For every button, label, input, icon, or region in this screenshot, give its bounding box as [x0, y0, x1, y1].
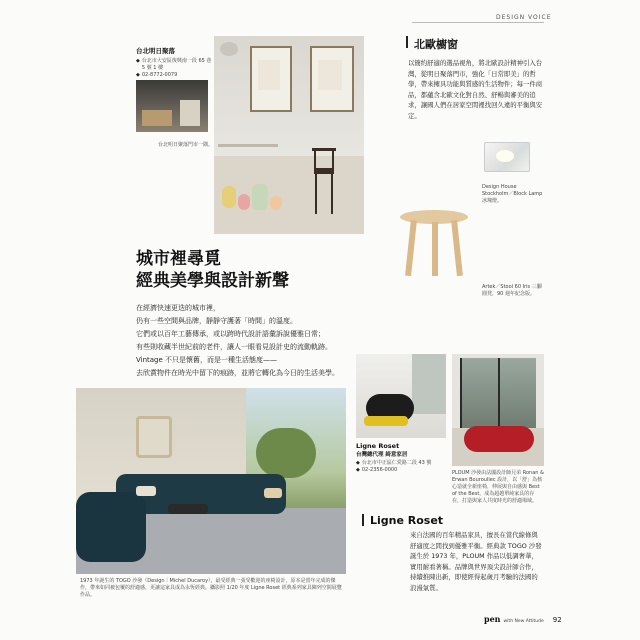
ligne-showroom-photo — [356, 354, 446, 438]
nordic-title-bar — [406, 36, 408, 48]
pin-icon: ◆ — [136, 58, 140, 64]
store-small-photo — [136, 80, 208, 132]
nordic-title: 北歐櫥窗 — [414, 38, 458, 51]
page-footer — [484, 614, 562, 624]
footer-tagline: with New Attitude — [503, 619, 544, 624]
ligne-store-name: Ligne Roset — [356, 442, 400, 450]
lamp-caption: Design House Stockholm／Block Lamp 冰塊燈。 — [482, 184, 543, 204]
store-photo-caption: 台北明日聚落門市一隅。 — [158, 142, 214, 148]
phone-icon: ◆ — [356, 467, 360, 473]
pin-icon: ◆ — [356, 460, 360, 466]
headline-line-2: 經典美學與設計新聲 — [136, 271, 289, 291]
ligne-store-info — [356, 442, 452, 474]
togo-caption: 1973 年誕生的 TOGO 沙發（Design｜Michel Ducaroy），最受經典一張受歡迎的座椅設計，原本是當年完成的傑作，帶來如同被包覆的舒適感，更讓這家具成為永恆經典。攝影照 1/20 年度 Ligne Roset 經典系列家具陳列空間展覽作品。 — [80, 578, 342, 598]
ligne-title-bar — [362, 514, 364, 526]
ligne-store-subtitle: 台灣總代理 綺意家居 — [356, 452, 408, 458]
ligne-title: Ligne Roset — [370, 514, 444, 527]
feature-line: Vintage 不只是懷舊，而是一種生活態度—— — [136, 356, 278, 364]
footer-brand: pen — [484, 614, 501, 624]
store-phone: 02-8772-0079 — [141, 72, 178, 78]
ligne-body: 來自法國的百年精品家具，擅長在當代線條與舒適度之間找到優雅平衡。經典款 TOGO 沙發誕生於 1973 年，PLOUM 作品以低調奢華，實用耐看著稱。品牌與世界頂尖設計師合作，持續推陳出新，即使經得起歲月考驗的法國的浪漫氣質。 — [410, 531, 542, 592]
ploum-sofa-photo — [452, 354, 544, 466]
ligne-store-phone: 02-2356-0000 — [361, 467, 398, 473]
nordic-body: 以簡約舒適的選品視角，將北歐設計精神引入台灣，從明日聚落門市，強化「日常即美」的哲學，帶來擁具功能與質感的生活物件；每一件商品，都蘊含北歐文化對自然、舒暢與審美的追求，讓國人們在居家空間裡找回久違的平衡與安定。 — [408, 59, 543, 120]
stool-photo — [396, 206, 476, 276]
togo-living-room-photo — [76, 388, 346, 574]
feature-line: 去欣賞物件在時光中留下的痕跡，並將它轉化為今日的生活美學。 — [136, 369, 339, 377]
page-number: 92 — [552, 616, 562, 624]
stool-caption: Artek／Stool 60 Iris 三腳圓凳，90 週年紀念版。 — [482, 284, 542, 297]
header-rule — [412, 22, 544, 23]
headline-line-1: 城市裡尋覓 — [136, 249, 221, 269]
feature-line: 它們或以百年工藝傳承，或以跨時代設計語彙訴說優雅日常； — [136, 330, 325, 338]
store-name: 台北明日聚落 — [136, 47, 175, 55]
section-header: DESIGN VOICE — [496, 14, 552, 21]
feature-line: 仍有一些空間與品牌，靜靜守護著「時間」的溫度。 — [136, 317, 297, 325]
feature-paragraph — [136, 302, 356, 380]
ligne-store-address: 台北市中正區仁愛路二段 43 號 — [361, 460, 432, 466]
feature-headline — [136, 248, 356, 292]
ploum-caption: PLOUM 沙發由法國設計師兄弟 Ronan & Erwan Bouroullec 設計，以「舒」為核心造就全新座椅，伸展與自由感與 Best of the Best，成為超越單純家具的存在，打造與家人共度時光的舒適場域。 — [452, 470, 544, 504]
feature-line: 有些則收藏半世紀前的老件，讓人一眼看見設計史的流動軌跡。 — [136, 343, 332, 351]
feature-line: 在經濟快速更迭的城市裡， — [136, 304, 220, 312]
store-info — [136, 46, 214, 79]
store-address: 台北市大安區復興南一段 65 巷 5 號 1 樓 — [141, 58, 212, 71]
store-interior-photo — [214, 36, 364, 234]
block-lamp-photo — [476, 134, 538, 178]
phone-icon: ◆ — [136, 72, 140, 78]
